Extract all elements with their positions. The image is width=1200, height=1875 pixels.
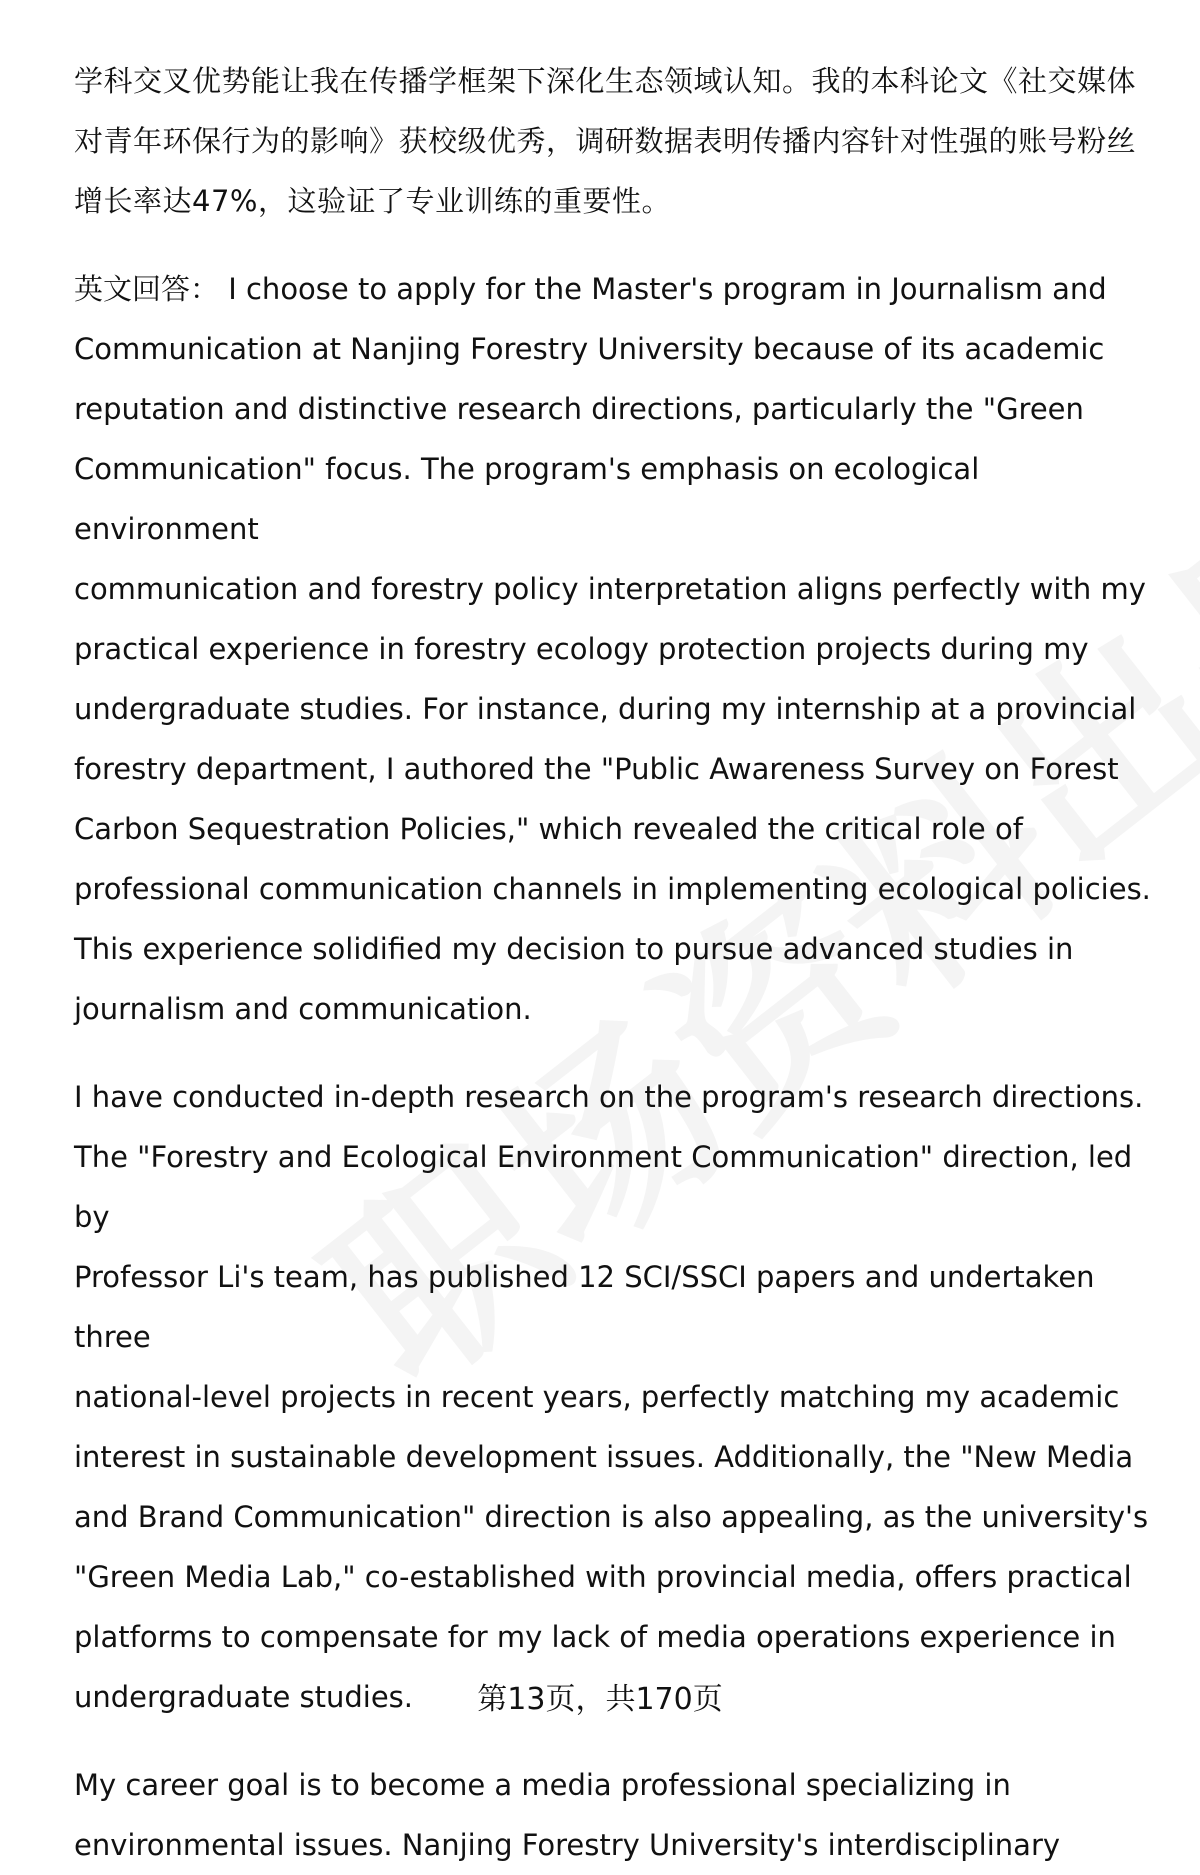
paragraph-career-goal xyxy=(74,1755,1154,1875)
text-line: undergraduate studies. xyxy=(74,1680,414,1714)
text-line: practical experience in forestry ecology protection projects during my xyxy=(74,632,1089,666)
text-line: 英文回答： I choose to apply for the Master's program in Journalism and xyxy=(74,272,1107,306)
text-line: The "Forestry and Ecological Environment Communication" direction, led by xyxy=(74,1140,1133,1234)
text-line: 学科交叉优势能让我在传播学框架下深化生态领域认知。我的本科论文《社交媒体 xyxy=(74,64,1137,98)
text-line: This experience solidified my decision to pursue advanced studies in xyxy=(74,932,1074,966)
text-line: My career goal is to become a media professional specializing in xyxy=(74,1768,1011,1802)
text-line: 增长率达47%，这验证了专业训练的重要性。 xyxy=(74,184,671,218)
text-line: national-level projects in recent years, perfectly matching my academic xyxy=(74,1380,1120,1414)
text-line: journalism and communication. xyxy=(74,992,532,1026)
paragraph-english-answer xyxy=(74,259,1154,1039)
text-line: "Green Media Lab," co-established with provincial media, offers practical xyxy=(74,1560,1132,1594)
text-line: interest in sustainable development issues. Additionally, the "New Media xyxy=(74,1440,1134,1474)
text-line: communication and forestry policy interpretation aligns perfectly with my xyxy=(74,572,1146,606)
paragraph-chinese-intro xyxy=(74,51,1154,231)
text-line: environmental issues. Nanjing Forestry University's interdisciplinary xyxy=(74,1828,1061,1862)
paragraph-research-directions xyxy=(74,1067,1154,1727)
text-line: Professor Li's team, has published 12 SCI/SSCI papers and undertaken three xyxy=(74,1260,1095,1354)
text-line: forestry department, I authored the "Public Awareness Survey on Forest xyxy=(74,752,1119,786)
text-line: I have conducted in-depth research on the program's research directions. xyxy=(74,1080,1144,1114)
text-line: undergraduate studies. For instance, during my internship at a provincial xyxy=(74,692,1137,726)
text-line: and Brand Communication" direction is also appealing, as the university's xyxy=(74,1500,1149,1534)
page-number: 第13页，共170页 xyxy=(477,1682,723,1717)
text-line: Communication" focus. The program's emphasis on ecological environment xyxy=(74,452,980,546)
text-line: Communication at Nanjing Forestry University because of its academic xyxy=(74,332,1105,366)
text-line: platforms to compensate for my lack of media operations experience in xyxy=(74,1620,1116,1654)
document-body xyxy=(74,51,1154,1875)
text-line: professional communication channels in implementing ecological policies. xyxy=(74,872,1151,906)
text-line: reputation and distinctive research directions, particularly the "Green xyxy=(74,392,1084,426)
text-line: 对青年环保行为的影响》获校级优秀，调研数据表明传播内容针对性强的账号粉丝 xyxy=(74,124,1137,158)
text-line: Carbon Sequestration Policies," which revealed the critical role of xyxy=(74,812,1023,846)
